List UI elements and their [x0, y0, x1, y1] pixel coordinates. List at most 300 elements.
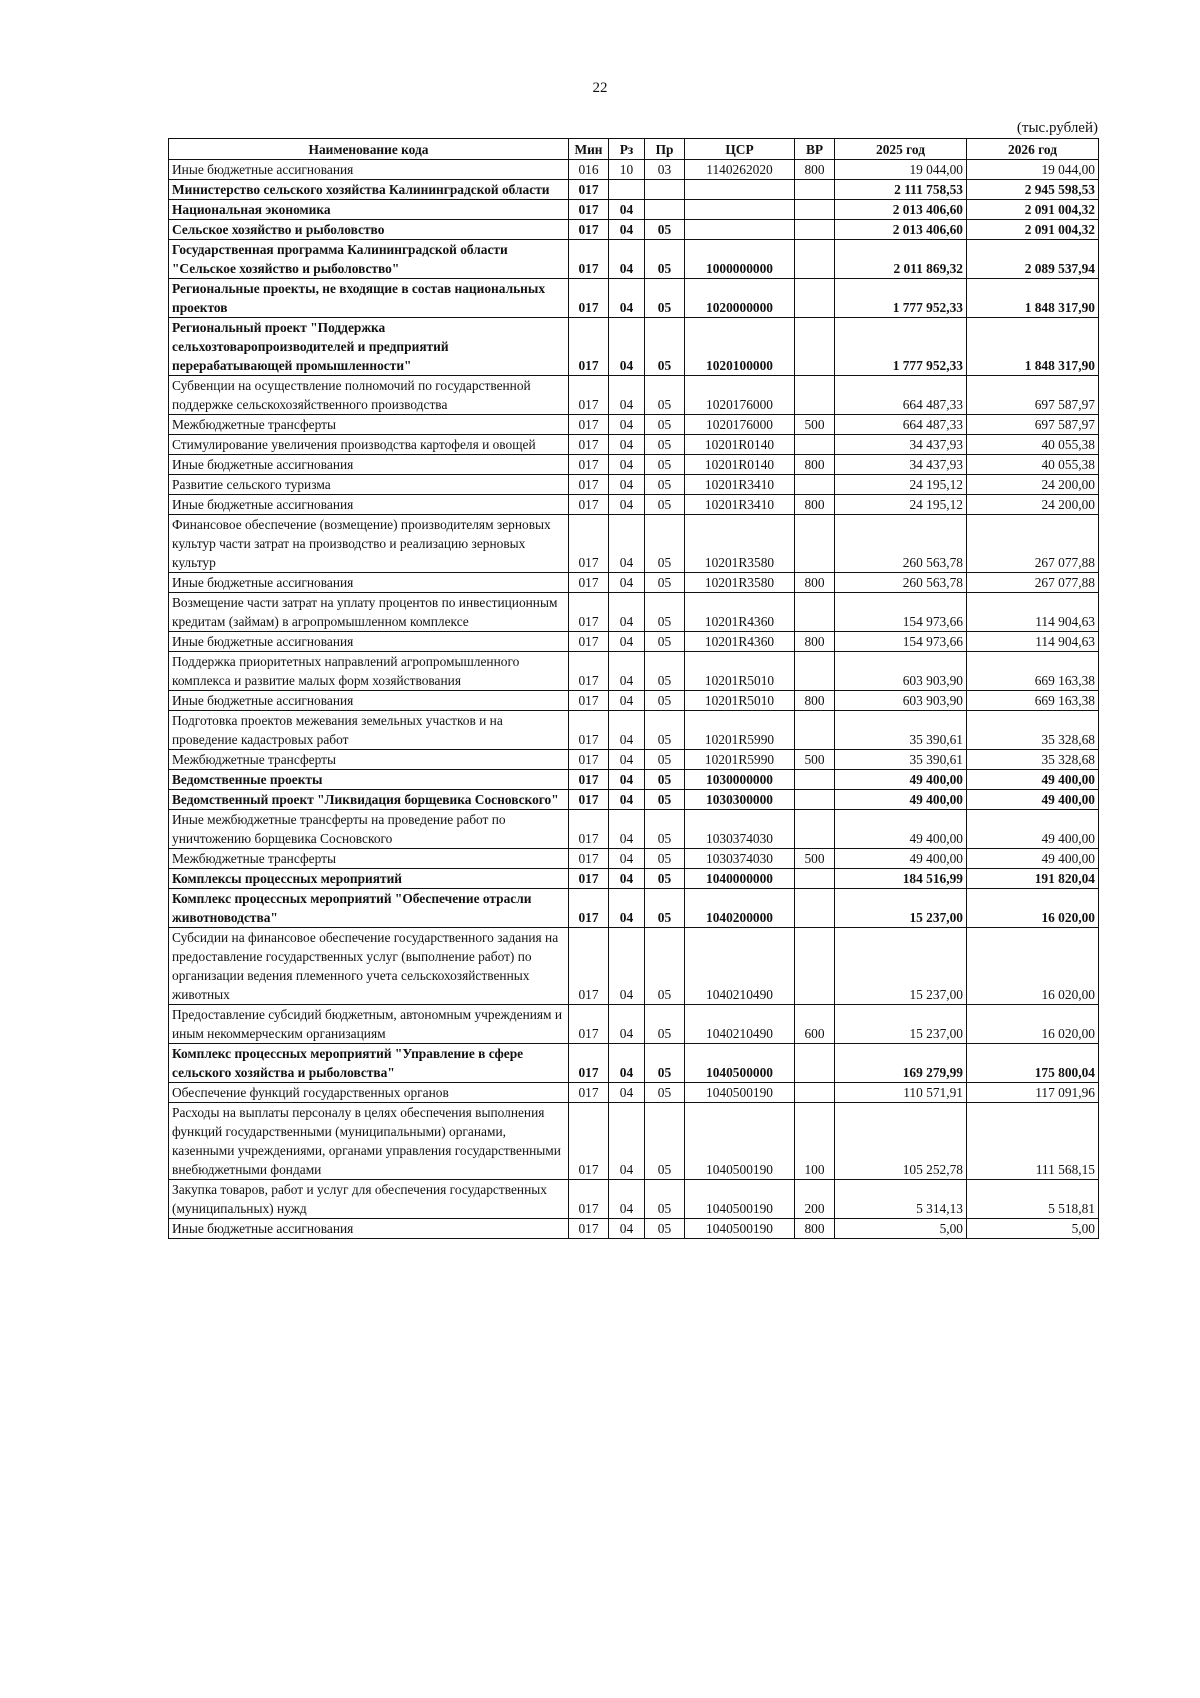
cell-min: 017	[569, 200, 609, 220]
cell-2026: 2 091 004,32	[967, 220, 1099, 240]
table-row	[169, 475, 1099, 495]
cell-min: 017	[569, 750, 609, 770]
cell-vr	[795, 515, 835, 573]
cell-csr: 1040500190	[685, 1180, 795, 1219]
cell-name: Иные бюджетные ассигнования	[169, 495, 569, 515]
cell-2025: 34 437,93	[835, 455, 967, 475]
cell-2025: 154 973,66	[835, 632, 967, 652]
cell-csr: 1040210490	[685, 1005, 795, 1044]
cell-pr: 05	[645, 869, 685, 889]
cell-2025: 34 437,93	[835, 435, 967, 455]
header-pr: Пр	[645, 139, 685, 160]
cell-2026: 1 848 317,90	[967, 279, 1099, 318]
table-row	[169, 790, 1099, 810]
cell-name: Расходы на выплаты персоналу в целях обеспечения выполнения функций государственными (муниципальными) органами, казенными учреждениями, органами управления государственными внебюджетными фондами	[169, 1103, 569, 1180]
cell-min: 017	[569, 810, 609, 849]
cell-pr: 05	[645, 1219, 685, 1239]
cell-vr	[795, 593, 835, 632]
cell-min: 017	[569, 691, 609, 711]
cell-csr: 10201R0140	[685, 455, 795, 475]
cell-pr: 05	[645, 240, 685, 279]
table-row	[169, 1083, 1099, 1103]
cell-2026: 111 568,15	[967, 1103, 1099, 1180]
cell-csr: 10201R5010	[685, 652, 795, 691]
cell-2026: 2 089 537,94	[967, 240, 1099, 279]
cell-pr: 05	[645, 790, 685, 810]
cell-csr: 10201R5990	[685, 711, 795, 750]
cell-2026: 49 400,00	[967, 790, 1099, 810]
cell-rz: 04	[609, 869, 645, 889]
cell-name: Иные бюджетные ассигнования	[169, 160, 569, 180]
cell-2026: 5 518,81	[967, 1180, 1099, 1219]
cell-2026: 267 077,88	[967, 573, 1099, 593]
cell-rz: 04	[609, 1219, 645, 1239]
cell-vr	[795, 928, 835, 1005]
table-row	[169, 711, 1099, 750]
table-row	[169, 1005, 1099, 1044]
cell-rz: 04	[609, 593, 645, 632]
cell-min: 017	[569, 632, 609, 652]
table-row	[169, 435, 1099, 455]
table-row	[169, 573, 1099, 593]
cell-vr: 800	[795, 632, 835, 652]
cell-vr	[795, 652, 835, 691]
cell-2025: 169 279,99	[835, 1044, 967, 1083]
cell-2025: 5,00	[835, 1219, 967, 1239]
cell-rz: 04	[609, 1044, 645, 1083]
cell-pr: 05	[645, 810, 685, 849]
cell-2026: 19 044,00	[967, 160, 1099, 180]
cell-2026: 697 587,97	[967, 415, 1099, 435]
cell-name: Иные бюджетные ассигнования	[169, 632, 569, 652]
cell-2025: 2 013 406,60	[835, 220, 967, 240]
cell-csr: 10201R5010	[685, 691, 795, 711]
cell-csr	[685, 180, 795, 200]
cell-name: Субсидии на финансовое обеспечение государственного задания на предоставление государственных услуг (выполнение работ) по организации ведения племенного учета сельскохозяйственных животных	[169, 928, 569, 1005]
cell-2026: 2 091 004,32	[967, 200, 1099, 220]
cell-csr: 10201R3410	[685, 495, 795, 515]
cell-min: 017	[569, 318, 609, 376]
cell-rz: 04	[609, 279, 645, 318]
table-row	[169, 279, 1099, 318]
cell-vr: 500	[795, 849, 835, 869]
header-rz: Рз	[609, 139, 645, 160]
cell-vr	[795, 200, 835, 220]
cell-vr	[795, 711, 835, 750]
cell-csr: 10201R4360	[685, 593, 795, 632]
cell-name: Национальная экономика	[169, 200, 569, 220]
cell-pr: 05	[645, 593, 685, 632]
cell-rz: 04	[609, 1180, 645, 1219]
header-name: Наименование кода	[169, 139, 569, 160]
cell-rz: 04	[609, 849, 645, 869]
cell-name: Межбюджетные трансферты	[169, 415, 569, 435]
table-row	[169, 889, 1099, 928]
cell-pr: 05	[645, 573, 685, 593]
cell-2025: 19 044,00	[835, 160, 967, 180]
cell-min: 017	[569, 220, 609, 240]
cell-rz: 04	[609, 200, 645, 220]
cell-pr: 05	[645, 376, 685, 415]
cell-csr: 1020176000	[685, 415, 795, 435]
table-row	[169, 770, 1099, 790]
cell-csr: 10201R3410	[685, 475, 795, 495]
cell-rz: 04	[609, 790, 645, 810]
cell-min: 017	[569, 711, 609, 750]
table-row	[169, 1219, 1099, 1239]
table-row	[169, 869, 1099, 889]
cell-rz: 04	[609, 889, 645, 928]
cell-csr: 1040500190	[685, 1083, 795, 1103]
cell-min: 017	[569, 1044, 609, 1083]
table-row	[169, 632, 1099, 652]
cell-2026: 191 820,04	[967, 869, 1099, 889]
cell-min: 017	[569, 652, 609, 691]
cell-name: Ведомственные проекты	[169, 770, 569, 790]
cell-2026: 49 400,00	[967, 849, 1099, 869]
cell-pr: 05	[645, 691, 685, 711]
cell-name: Возмещение части затрат на уплату процентов по инвестиционным кредитам (займам) в агропромышленном комплексе	[169, 593, 569, 632]
cell-2025: 2 011 869,32	[835, 240, 967, 279]
cell-name: Предоставление субсидий бюджетным, автономным учреждениям и иным некоммерческим организациям	[169, 1005, 569, 1044]
cell-rz: 04	[609, 376, 645, 415]
cell-rz: 04	[609, 810, 645, 849]
table-row	[169, 495, 1099, 515]
table-row	[169, 160, 1099, 180]
cell-2026: 16 020,00	[967, 928, 1099, 1005]
cell-rz: 04	[609, 652, 645, 691]
cell-2026: 697 587,97	[967, 376, 1099, 415]
cell-vr: 800	[795, 160, 835, 180]
cell-pr: 05	[645, 711, 685, 750]
cell-vr: 800	[795, 691, 835, 711]
cell-name: Финансовое обеспечение (возмещение) производителям зерновых культур части затрат на производство и реализацию зерновых культур	[169, 515, 569, 573]
cell-name: Закупка товаров, работ и услуг для обеспечения государственных (муниципальных) нужд	[169, 1180, 569, 1219]
cell-2026: 175 800,04	[967, 1044, 1099, 1083]
cell-2026: 49 400,00	[967, 770, 1099, 790]
cell-min: 017	[569, 869, 609, 889]
cell-vr: 600	[795, 1005, 835, 1044]
cell-rz: 04	[609, 750, 645, 770]
cell-rz: 04	[609, 632, 645, 652]
cell-min: 017	[569, 928, 609, 1005]
cell-csr: 1020000000	[685, 279, 795, 318]
header-row	[169, 139, 1099, 160]
cell-pr: 05	[645, 415, 685, 435]
cell-2025: 35 390,61	[835, 711, 967, 750]
table-row	[169, 220, 1099, 240]
table-row	[169, 515, 1099, 573]
table-row	[169, 1044, 1099, 1083]
cell-rz: 10	[609, 160, 645, 180]
cell-rz: 04	[609, 475, 645, 495]
cell-csr: 10201R3580	[685, 515, 795, 573]
cell-name: Иные бюджетные ассигнования	[169, 691, 569, 711]
cell-2025: 154 973,66	[835, 593, 967, 632]
cell-rz: 04	[609, 240, 645, 279]
cell-rz: 04	[609, 1083, 645, 1103]
cell-2026: 40 055,38	[967, 455, 1099, 475]
cell-vr: 800	[795, 573, 835, 593]
cell-name: Иные бюджетные ассигнования	[169, 1219, 569, 1239]
cell-2025: 35 390,61	[835, 750, 967, 770]
cell-min: 017	[569, 1083, 609, 1103]
cell-2026: 40 055,38	[967, 435, 1099, 455]
cell-vr	[795, 790, 835, 810]
cell-vr	[795, 376, 835, 415]
cell-min: 017	[569, 790, 609, 810]
cell-name: Подготовка проектов межевания земельных участков и на проведение кадастровых работ	[169, 711, 569, 750]
cell-name: Межбюджетные трансферты	[169, 750, 569, 770]
cell-vr	[795, 1083, 835, 1103]
cell-2025: 110 571,91	[835, 1083, 967, 1103]
cell-min: 017	[569, 770, 609, 790]
cell-pr: 05	[645, 1103, 685, 1180]
header-2025: 2025 год	[835, 139, 967, 160]
cell-pr: 05	[645, 475, 685, 495]
cell-vr	[795, 770, 835, 790]
header-2026: 2026 год	[967, 139, 1099, 160]
cell-2026: 669 163,38	[967, 691, 1099, 711]
cell-name: Стимулирование увеличения производства картофеля и овощей	[169, 435, 569, 455]
cell-vr	[795, 889, 835, 928]
header-csr: ЦСР	[685, 139, 795, 160]
cell-vr	[795, 1044, 835, 1083]
cell-min: 017	[569, 435, 609, 455]
cell-2026: 117 091,96	[967, 1083, 1099, 1103]
cell-name: Обеспечение функций государственных органов	[169, 1083, 569, 1103]
cell-2026: 669 163,38	[967, 652, 1099, 691]
cell-2025: 24 195,12	[835, 495, 967, 515]
cell-pr: 05	[645, 220, 685, 240]
cell-name: Региональный проект "Поддержка сельхозтоваропроизводителей и предприятий перерабатывающей промышленности"	[169, 318, 569, 376]
cell-vr	[795, 279, 835, 318]
cell-rz: 04	[609, 711, 645, 750]
cell-2026: 267 077,88	[967, 515, 1099, 573]
cell-min: 017	[569, 1219, 609, 1239]
cell-name: Иные бюджетные ассигнования	[169, 573, 569, 593]
table-row	[169, 928, 1099, 1005]
cell-name: Комплексы процессных мероприятий	[169, 869, 569, 889]
cell-pr: 05	[645, 849, 685, 869]
cell-csr	[685, 220, 795, 240]
table-row	[169, 750, 1099, 770]
page-number: 22	[592, 80, 608, 96]
cell-pr: 05	[645, 515, 685, 573]
cell-csr: 1000000000	[685, 240, 795, 279]
cell-rz: 04	[609, 220, 645, 240]
cell-rz	[609, 180, 645, 200]
cell-2025: 15 237,00	[835, 928, 967, 1005]
cell-name: Иные бюджетные ассигнования	[169, 455, 569, 475]
cell-csr: 1030374030	[685, 849, 795, 869]
cell-min: 017	[569, 279, 609, 318]
cell-min: 017	[569, 495, 609, 515]
cell-2026: 49 400,00	[967, 810, 1099, 849]
table-row	[169, 318, 1099, 376]
table-row	[169, 376, 1099, 415]
units-label: (тыс.рублей)	[1016, 120, 1098, 136]
cell-pr: 05	[645, 435, 685, 455]
cell-vr: 800	[795, 495, 835, 515]
cell-name: Субвенции на осуществление полномочий по государственной поддержке сельскохозяйственного производства	[169, 376, 569, 415]
cell-2026: 24 200,00	[967, 495, 1099, 515]
cell-2025: 15 237,00	[835, 889, 967, 928]
cell-csr: 1040210490	[685, 928, 795, 1005]
cell-vr: 100	[795, 1103, 835, 1180]
cell-pr: 05	[645, 495, 685, 515]
cell-name: Комплекс процессных мероприятий "Обеспечение отрасли животноводства"	[169, 889, 569, 928]
cell-name: Сельское хозяйство и рыболовство	[169, 220, 569, 240]
cell-name: Межбюджетные трансферты	[169, 849, 569, 869]
cell-name: Поддержка приоритетных направлений агропромышленного комплекса и развитие малых форм хозяйствования	[169, 652, 569, 691]
cell-2026: 35 328,68	[967, 750, 1099, 770]
cell-2025: 24 195,12	[835, 475, 967, 495]
cell-2025: 105 252,78	[835, 1103, 967, 1180]
cell-rz: 04	[609, 495, 645, 515]
cell-2026: 35 328,68	[967, 711, 1099, 750]
cell-rz: 04	[609, 435, 645, 455]
cell-name: Ведомственный проект "Ликвидация борщевика Сосновского"	[169, 790, 569, 810]
table-row	[169, 652, 1099, 691]
table-row	[169, 455, 1099, 475]
cell-2025: 49 400,00	[835, 849, 967, 869]
cell-min: 017	[569, 455, 609, 475]
cell-csr: 10201R0140	[685, 435, 795, 455]
cell-csr: 1040000000	[685, 869, 795, 889]
cell-2025: 260 563,78	[835, 573, 967, 593]
cell-2025: 5 314,13	[835, 1180, 967, 1219]
cell-csr: 10201R5990	[685, 750, 795, 770]
cell-2025: 2 111 758,53	[835, 180, 967, 200]
cell-2026: 16 020,00	[967, 889, 1099, 928]
cell-rz: 04	[609, 573, 645, 593]
cell-pr: 05	[645, 1044, 685, 1083]
cell-pr: 05	[645, 632, 685, 652]
table-row	[169, 1103, 1099, 1180]
cell-2025: 1 777 952,33	[835, 279, 967, 318]
cell-min: 017	[569, 593, 609, 632]
table-row	[169, 810, 1099, 849]
header-vr: ВР	[795, 139, 835, 160]
cell-vr	[795, 318, 835, 376]
cell-vr	[795, 180, 835, 200]
cell-pr: 05	[645, 1005, 685, 1044]
cell-2025: 49 400,00	[835, 790, 967, 810]
cell-2026: 114 904,63	[967, 593, 1099, 632]
cell-2025: 15 237,00	[835, 1005, 967, 1044]
cell-vr	[795, 810, 835, 849]
cell-2025: 603 903,90	[835, 691, 967, 711]
header-min: Мин	[569, 139, 609, 160]
cell-pr: 05	[645, 889, 685, 928]
cell-name: Развитие сельского туризма	[169, 475, 569, 495]
cell-rz: 04	[609, 415, 645, 435]
cell-2026: 2 945 598,53	[967, 180, 1099, 200]
cell-2026: 16 020,00	[967, 1005, 1099, 1044]
table-row	[169, 415, 1099, 435]
table-row	[169, 180, 1099, 200]
cell-pr: 05	[645, 652, 685, 691]
cell-rz: 04	[609, 770, 645, 790]
cell-csr: 1030000000	[685, 770, 795, 790]
table-body	[169, 160, 1099, 1239]
cell-2025: 49 400,00	[835, 810, 967, 849]
cell-vr	[795, 475, 835, 495]
cell-min: 017	[569, 1180, 609, 1219]
cell-2025: 664 487,33	[835, 376, 967, 415]
cell-vr: 500	[795, 415, 835, 435]
cell-vr: 500	[795, 750, 835, 770]
cell-csr: 10201R3580	[685, 573, 795, 593]
cell-csr: 1020176000	[685, 376, 795, 415]
cell-2026: 24 200,00	[967, 475, 1099, 495]
cell-csr: 1040500190	[685, 1103, 795, 1180]
cell-vr: 800	[795, 455, 835, 475]
cell-rz: 04	[609, 1103, 645, 1180]
table-row	[169, 1180, 1099, 1219]
cell-csr: 10201R4360	[685, 632, 795, 652]
cell-vr: 800	[795, 1219, 835, 1239]
budget-table	[168, 138, 1099, 1239]
cell-name: Иные межбюджетные трансферты на проведение работ по уничтожению борщевика Сосновского	[169, 810, 569, 849]
table-row	[169, 691, 1099, 711]
cell-2025: 1 777 952,33	[835, 318, 967, 376]
cell-min: 016	[569, 160, 609, 180]
cell-rz: 04	[609, 318, 645, 376]
cell-rz: 04	[609, 928, 645, 1005]
cell-2026: 5,00	[967, 1219, 1099, 1239]
cell-min: 017	[569, 180, 609, 200]
cell-pr: 05	[645, 318, 685, 376]
cell-vr	[795, 220, 835, 240]
cell-min: 017	[569, 240, 609, 279]
cell-rz: 04	[609, 1005, 645, 1044]
cell-pr: 05	[645, 770, 685, 790]
cell-csr: 1030374030	[685, 810, 795, 849]
cell-pr: 05	[645, 1180, 685, 1219]
cell-min: 017	[569, 415, 609, 435]
cell-csr: 1140262020	[685, 160, 795, 180]
cell-pr: 05	[645, 750, 685, 770]
cell-pr: 05	[645, 455, 685, 475]
cell-pr: 05	[645, 1083, 685, 1103]
cell-min: 017	[569, 849, 609, 869]
table-row	[169, 200, 1099, 220]
cell-min: 017	[569, 515, 609, 573]
cell-2025: 49 400,00	[835, 770, 967, 790]
cell-2025: 603 903,90	[835, 652, 967, 691]
cell-rz: 04	[609, 455, 645, 475]
cell-rz: 04	[609, 691, 645, 711]
cell-csr: 1040500000	[685, 1044, 795, 1083]
cell-2025: 260 563,78	[835, 515, 967, 573]
cell-csr	[685, 200, 795, 220]
cell-name: Государственная программа Калининградской области "Сельское хозяйство и рыболовство"	[169, 240, 569, 279]
cell-2025: 2 013 406,60	[835, 200, 967, 220]
cell-pr	[645, 200, 685, 220]
cell-2025: 664 487,33	[835, 415, 967, 435]
cell-min: 017	[569, 475, 609, 495]
cell-csr: 1040200000	[685, 889, 795, 928]
cell-name: Комплекс процессных мероприятий "Управление в сфере сельского хозяйства и рыболовства"	[169, 1044, 569, 1083]
cell-pr: 03	[645, 160, 685, 180]
cell-pr: 05	[645, 279, 685, 318]
cell-csr: 1020100000	[685, 318, 795, 376]
table-row	[169, 593, 1099, 632]
cell-vr	[795, 435, 835, 455]
cell-vr: 200	[795, 1180, 835, 1219]
